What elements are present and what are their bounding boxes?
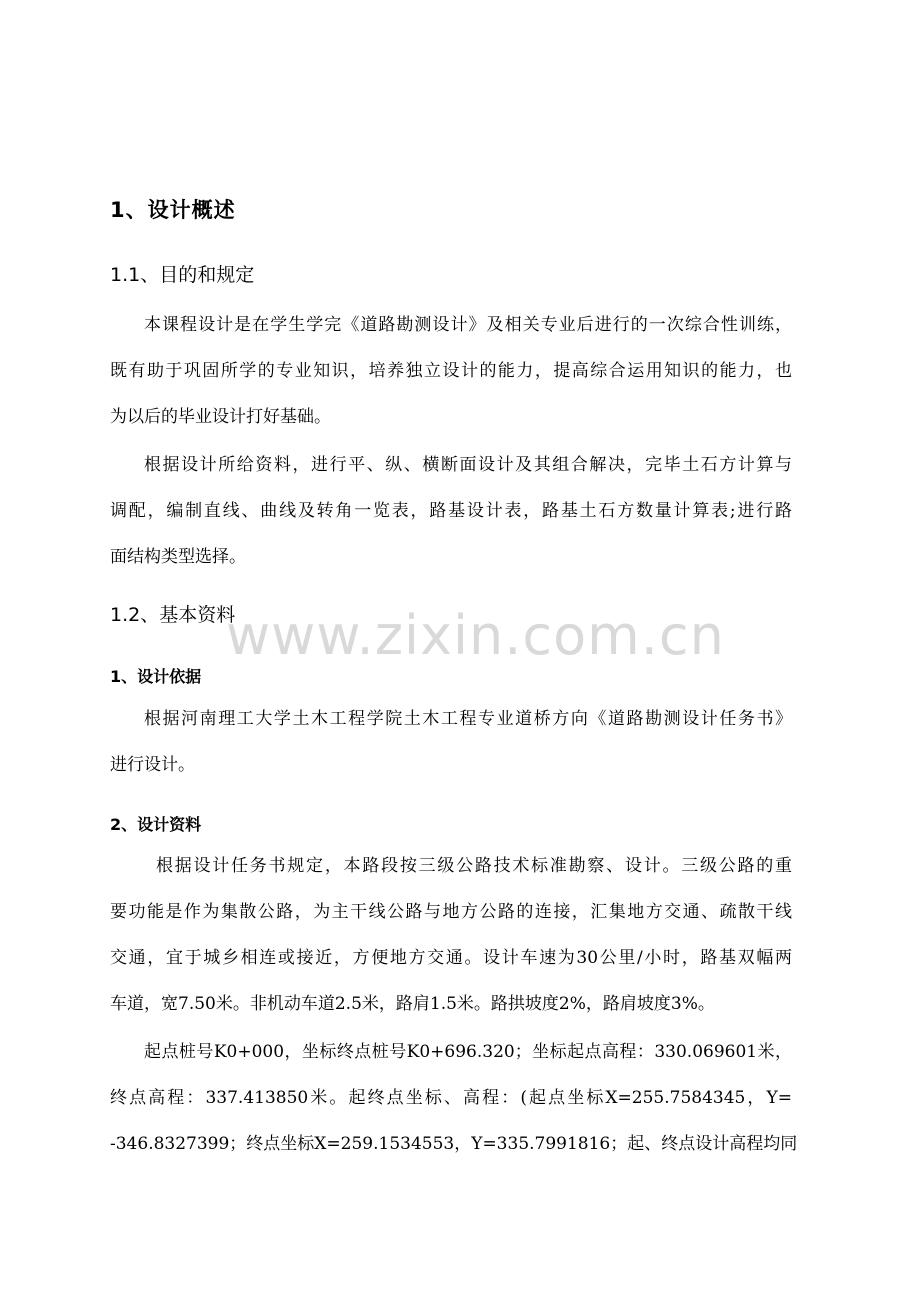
subsection-heading-purpose: 1.1、目的和规定 — [110, 264, 255, 286]
text-line: 根据河南理工大学土木工程学院土木工程专业道桥方向《道路勘测设计任务书》 — [144, 709, 792, 729]
text-line: 车道，宽7.50米。非机动车道2.5米，路肩1.5米。路拱坡度2%，路肩坡度3%。 — [110, 994, 715, 1014]
text-line: 根据设计任务书规定，本路段按三级公路技术标准勘察、设计。三级公路的重 — [156, 856, 792, 876]
text-line: 起点桩号K0+000，坐标终点桩号K0+696.320；坐标起点高程：330.069601米， — [144, 1042, 792, 1062]
paragraph-basis — [110, 696, 792, 788]
text-line: 终点高程：337.413850米。起终点坐标、高程：(起点坐标X=255.7584345，Y= — [110, 1088, 792, 1108]
text-line: -346.8327399；终点坐标X=259.1534553，Y=335.7991816；起、终点设计高程均同 — [110, 1134, 798, 1154]
paragraph-tasks — [110, 442, 792, 580]
item-heading-basis: 1、设计依据 — [110, 667, 202, 686]
item-heading-materials: 2、设计资料 — [110, 815, 202, 834]
section-heading-1: 1、设计概述 — [110, 198, 236, 222]
watermark: www.zixin.com.cn — [226, 604, 725, 667]
paragraph-coordinates — [110, 1029, 798, 1167]
text-line: 面结构类型选择。 — [110, 547, 246, 567]
text-line: 调配，编制直线、曲线及转角一览表，路基设计表，路基土石方数量计算表;进行路 — [110, 501, 792, 521]
subsection-heading-basic-data: 1.2、基本资料 — [110, 604, 236, 626]
text-line: 既有助于巩固所学的专业知识，培养独立设计的能力，提高综合运用知识的能力，也 — [110, 361, 792, 381]
text-line: 根据设计所给资料，进行平、纵、横断面设计及其组合解决，完毕土石方计算与 — [144, 455, 792, 475]
text-line: 进行设计。 — [110, 755, 195, 775]
text-line: 交通，宜于城乡相连或接近，方便地方交通。设计车速为30公里/小时，路基双幅两 — [110, 948, 792, 968]
text-line: 本课程设计是在学生学完《道路勘测设计》及相关专业后进行的一次综合性训练， — [144, 315, 792, 335]
paragraph-materials — [110, 843, 792, 1027]
text-line: 为以后的毕业设计打好基础。 — [110, 407, 331, 427]
paragraph-purpose — [110, 302, 792, 440]
text-line: 要功能是作为集散公路，为主干线公路与地方公路的连接，汇集地方交通、疏散干线 — [110, 902, 792, 922]
